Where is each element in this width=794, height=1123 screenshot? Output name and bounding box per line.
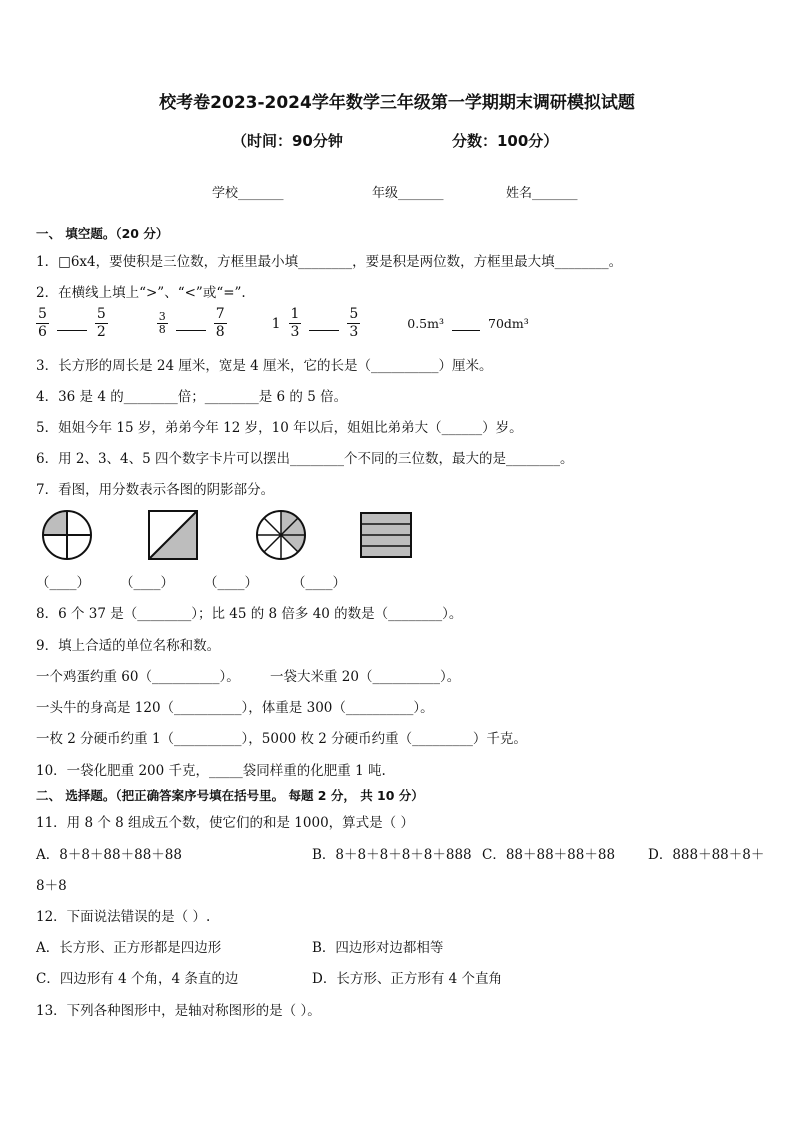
circle-eighths-figure <box>254 508 308 562</box>
question-6: 6．用 2、3、4、5 四个数字卡片可以摆出________个不同的三位数，最大的是________。 <box>36 451 574 467</box>
exam-score: 分数：100分） <box>452 132 559 150</box>
name-field: 姓名_______ <box>506 186 578 201</box>
q11-option-b: B．8＋8＋8＋8＋8＋888 <box>312 847 472 863</box>
fraction-7-8: $\frac{7}{8}$ <box>215 306 225 340</box>
compare-blank <box>452 316 480 331</box>
question-13: 13．下列各种图形中，是轴对称图形的是（ ）。 <box>36 1003 321 1019</box>
section-fill-in-heading: 一、 填空题。（20 分） <box>36 226 169 241</box>
circle-quarters-figure <box>40 508 94 562</box>
fraction-3-8: $\frac{3}{8}$ <box>158 310 166 336</box>
page-title: 校考卷2023-2024学年数学三年级第一学期期末调研模拟试题 <box>159 93 635 113</box>
q11-option-c: C．88＋88＋88＋88 <box>482 847 616 863</box>
volume-right: 70dm³ <box>488 316 529 331</box>
question-11: 11．用 8 个 8 组成五个数，使它们的和是 1000，算式是（ ） <box>36 815 414 831</box>
question-3: 3．长方形的周长是 24 厘米，宽是 4 厘米，它的长是（__________）厘米。 <box>36 358 493 374</box>
figure-2-answer: （____） <box>120 575 174 591</box>
question-1: 1．□6x4，要使积是三位数，方框里最小填________，要是积是两位数，方框里最大填________。 <box>36 254 623 270</box>
square-diagonal-figure <box>146 508 200 562</box>
fraction-5-2: $\frac{5}{2}$ <box>96 306 106 340</box>
rectangle-strips-figure <box>358 510 414 560</box>
section-choice-heading: 二、 选择题。（把正确答案序号填在括号里。 每题 2 分， 共 10 分） <box>36 788 424 803</box>
grade-field: 年级_______ <box>372 186 444 201</box>
question-9b: 一袋大米重 20（__________）。 <box>270 669 461 685</box>
question-2: 2．在横线上填上“>”、“<”或“=”. <box>36 285 246 301</box>
figure-3-answer: （____） <box>204 575 258 591</box>
q12-option-a: A．长方形、正方形都是四边形 <box>36 940 222 956</box>
question-4: 4．36 是 4 的________倍；________是 6 的 5 倍。 <box>36 389 348 405</box>
fraction-5-3: $\frac{5}{3}$ <box>349 306 359 340</box>
question-9c: 一头牛的身高是 120（__________），体重是 300（__________）。 <box>36 700 434 716</box>
compare-blank <box>309 316 339 331</box>
question-5: 5．姐姐今年 15 岁，弟弟今年 12 岁，10 年以后，姐姐比弟弟大（______）岁。 <box>36 420 523 436</box>
fraction-5-6: $\frac{5}{6}$ <box>38 306 47 340</box>
q12-option-b: B．四边形对边都相等 <box>312 940 444 956</box>
question-7: 7．看图，用分数表示各图的阴影部分。 <box>36 482 275 498</box>
q12-option-d: D．长方形、正方形有 4 个直角 <box>312 971 502 987</box>
q11-option-d-continued: 8＋8 <box>36 878 67 894</box>
q12-option-c: C．四边形有 4 个角，4 条直的边 <box>36 971 239 987</box>
q11-option-d: D．888＋88＋8＋ <box>648 847 765 863</box>
question-10: 10．一袋化肥重 200 千克，_____袋同样重的化肥重 1 吨. <box>36 763 386 779</box>
question-9: 9．填上合适的单位名称和数。 <box>36 638 221 654</box>
question-12: 12．下面说法错误的是（ ）. <box>36 909 211 925</box>
question-8: 8．6 个 37 是（________）；比 45 的 8 倍多 40 的数是（________）。 <box>36 606 463 622</box>
question-2-comparisons <box>36 306 537 341</box>
figure-4-answer: （____） <box>292 575 346 591</box>
fraction-1-3: $\frac{1}{3}$ <box>290 306 300 340</box>
figure-1-answer: （____） <box>36 575 90 591</box>
question-9d: 一枚 2 分硬币约重 1（__________），5000 枚 2 分硬币约重（_________）千克。 <box>36 731 527 747</box>
volume-left: 0.5m³ <box>407 316 444 331</box>
q11-option-a: A．8＋8＋88＋88＋88 <box>36 847 182 863</box>
compare-blank <box>57 316 87 331</box>
question-9a: 一个鸡蛋约重 60（__________）。 <box>36 669 240 685</box>
school-field: 学校_______ <box>212 186 284 201</box>
exam-time: （时间：90分钟 <box>232 132 343 150</box>
compare-blank <box>176 316 206 331</box>
mixed-whole: 1 <box>271 315 281 332</box>
